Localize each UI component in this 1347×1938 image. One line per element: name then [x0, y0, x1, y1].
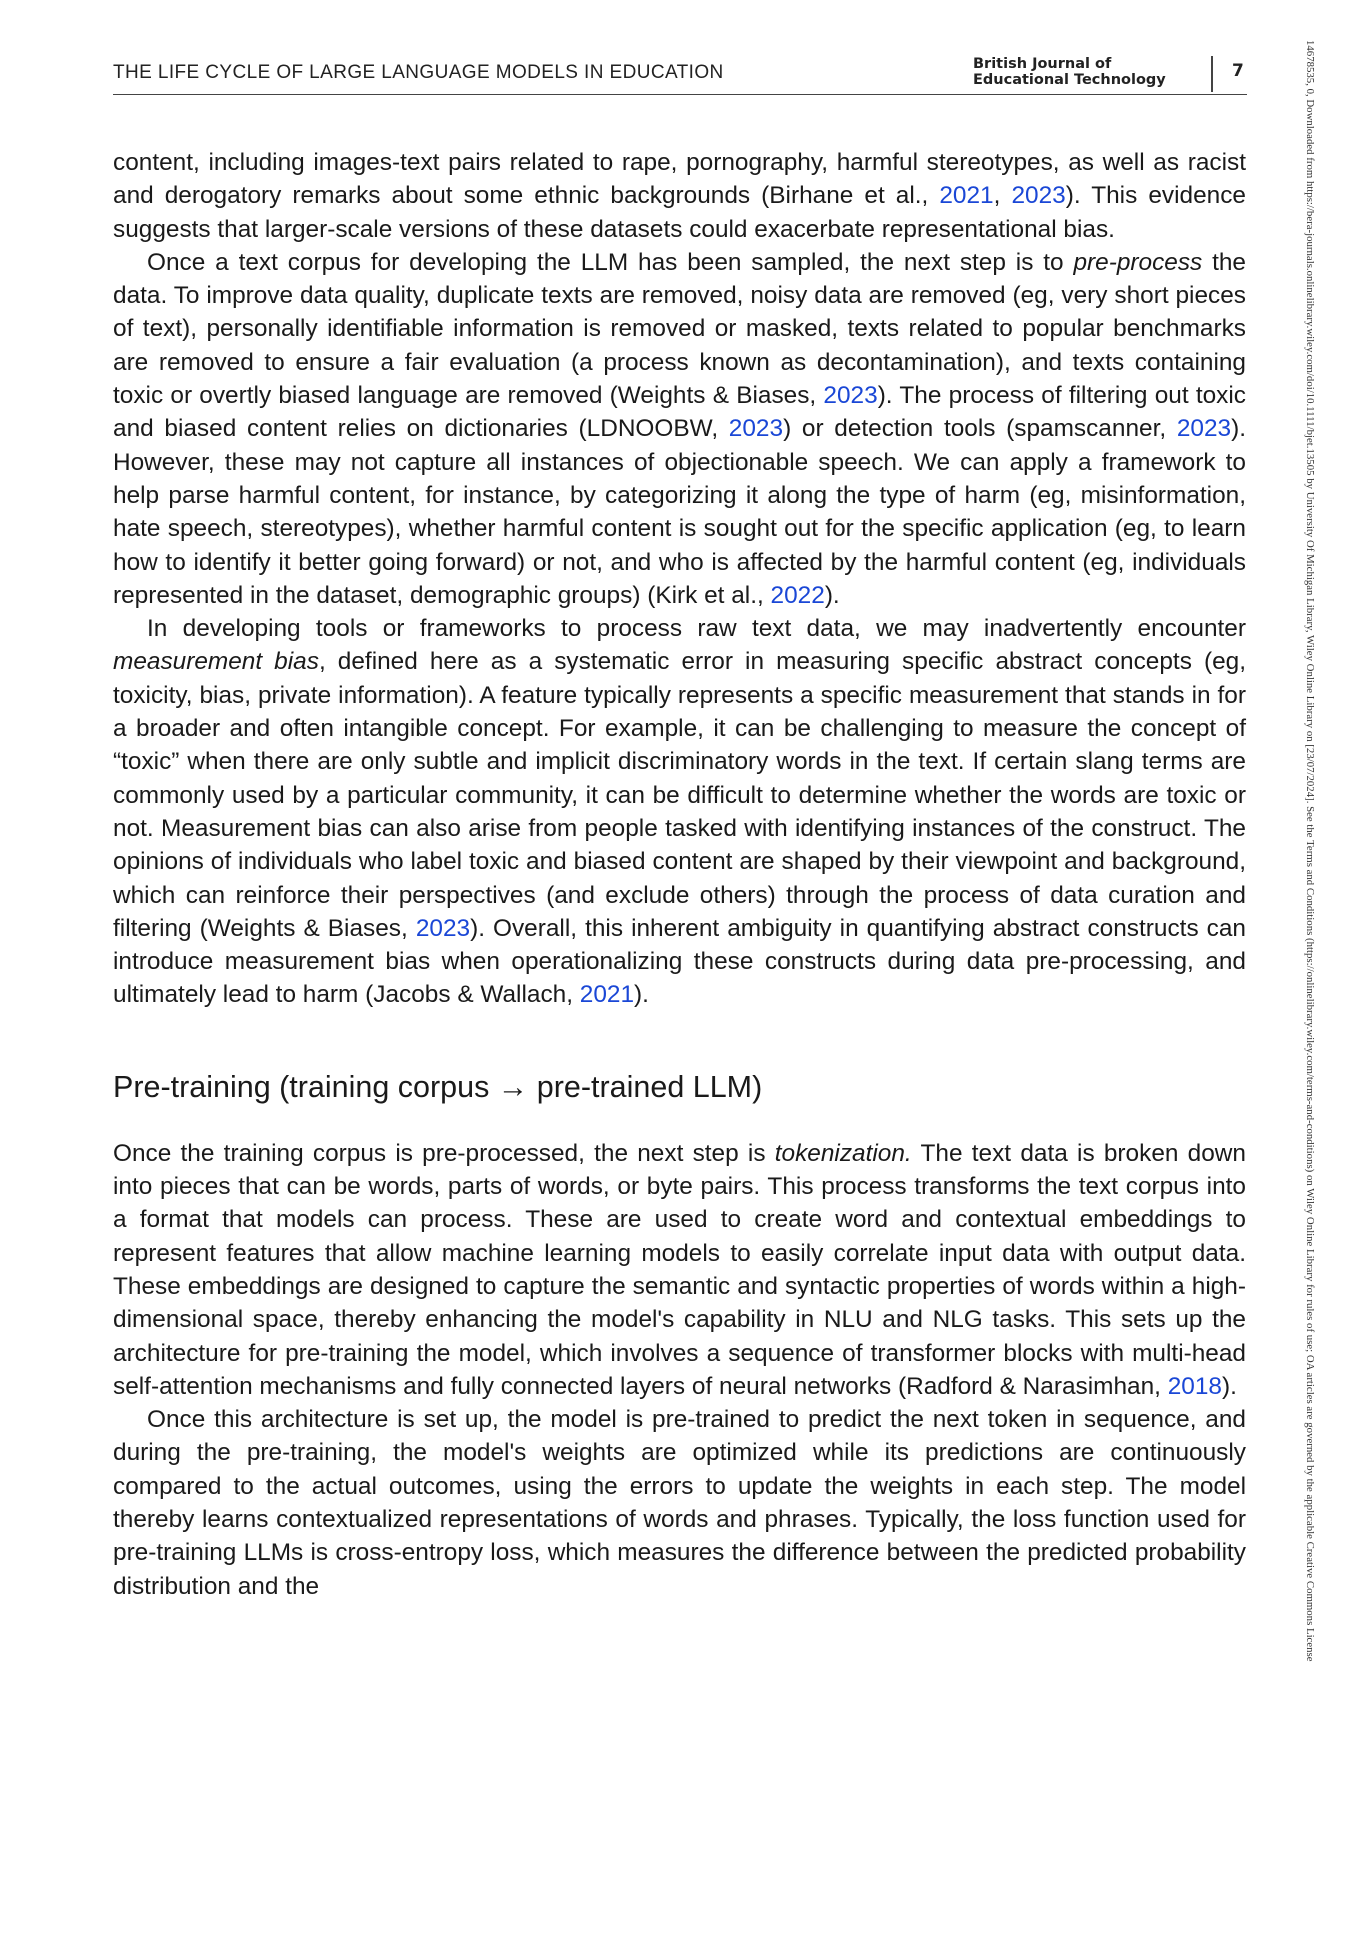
- journal-name-line-1: British Journal of: [973, 56, 1112, 72]
- paragraph-2: [113, 246, 1246, 612]
- page-number: 7: [1232, 61, 1244, 81]
- citation-link[interactable]: 2021: [939, 182, 994, 210]
- emphasis: measurement bias: [113, 648, 319, 676]
- text-run: ) or detection tools (spamscanner,: [783, 415, 1177, 443]
- running-title: THE LIFE CYCLE OF LARGE LANGUAGE MODELS IN EDUCATION: [113, 62, 724, 83]
- text-run: , defined here as a systematic error in measuring specific abstract concepts (eg, toxicity, bias, private information). A feature typically represents a specific measurement that stands in for a broader and often intangible concept. For example, it can be challenging to measure the concept of “toxic” when there are only subtle and implicit discriminatory words in the text. If certain slang terms are commonly used by a particular community, it can be difficult to determine whether the words are toxic or not. Measurement bias can also arise from people tasked with identifying instances of the construct. The opinions of individuals who label toxic and biased content are shaped by their viewpoint and background, which can reinforce their perspectives (and exclude others) through the process of data curation and filtering (Weights & Biases,: [113, 648, 1246, 942]
- text-run: Once the training corpus is pre-processed, the next step is: [113, 1139, 775, 1167]
- emphasis: tokenization.: [774, 1139, 912, 1167]
- text-run: ).: [634, 981, 649, 1009]
- text-run: The text data is broken down into pieces that can be words, parts of words, or byte pairs. This process transforms the text corpus into a format that models can process. These are used to create word and contextual embeddings to represent features that allow machine learning models to easily correlate input data with output data. These embeddings are designed to capture the semantic and syntactic properties of words within a high-dimensional space, thereby enhancing the model's capability in NLU and NLG tasks. This sets up the architecture for pre-training the model, which involves a sequence of transformer blocks with multi-head self-attention mechanisms and fully connected layers of neural networks (Radford & Narasimhan,: [113, 1139, 1246, 1400]
- section-heading: Pre-training (training corpus → pre-trained LLM): [113, 1069, 763, 1104]
- paragraph-5: [113, 1403, 1246, 1603]
- text-run: content, including images-text pairs related to rape, pornography, harmful stereotypes, as well as racist and derogatory remarks about some ethnic backgrounds (Birhane et al.,: [113, 149, 1246, 210]
- emphasis: pre-process: [1073, 248, 1203, 276]
- text-run: ). This evidence suggests that larger-scale versions of these datasets could exacerbate representational bias.: [113, 182, 1246, 243]
- citation-link[interactable]: 2023: [1011, 182, 1066, 210]
- text-run: ). Overall, this inherent ambiguity in quantifying abstract constructs can introduce measurement bias when operationalizing these constructs during data pre-processing, and ultimately lead to harm (Jacobs & Wallach,: [113, 914, 1246, 1009]
- text-run: ,: [993, 182, 1012, 210]
- paragraph-3: [113, 612, 1246, 1012]
- citation-link[interactable]: 2023: [1176, 415, 1232, 443]
- download-notice: 14678535, 0, Downloaded from https://bera-journals.onlinelibrary.wiley.com/doi/10.1111/bjet.13505 by University Of Michigan Library, Wiley Online Library on [23/07/2024]. See the Terms and Conditions (https://onlinelibrary.wiley.com/terms-and-conditions) on Wiley Online Library for rules of use; OA articles are governed by the applicable Creative Commons License: [1304, 40, 1316, 1662]
- citation-link[interactable]: 2023: [823, 382, 878, 410]
- journal-name: [973, 56, 1166, 88]
- text-run: ).: [1222, 1372, 1237, 1400]
- citation-link[interactable]: 2022: [770, 581, 825, 609]
- text-run: In developing tools or frameworks to process raw text data, we may inadvertently encounter: [147, 615, 1246, 643]
- citation-link[interactable]: 2021: [579, 981, 635, 1009]
- paragraph-4: [113, 1137, 1246, 1403]
- citation-link[interactable]: 2018: [1167, 1372, 1222, 1400]
- journal-name-line-2: Educational Technology: [973, 72, 1166, 88]
- text-run: ). However, these may not capture all instances of objectionable speech. We can apply a framework to help parse harmful content, for instance, by categorizing it along the type of harm (eg, misinformation, hate speech, stereotypes), whether harmful content is sought out for the specific application (eg, to learn how to identify it better going forward) or not, and who is affected by the harmful content (eg, individuals represented in the dataset, demographic groups) (Kirk et al.,: [113, 415, 1246, 609]
- text-run: Once this architecture is set up, the model is pre-trained to predict the next token in sequence, and during the pre-training, the model's weights are optimized while its predictions are continuously compared to the actual outcomes, using the errors to update the weights in each step. The model thereby learns contextualized representations of words and phrases. Typically, the loss function used for pre-training LLMs is cross-entropy loss, which measures the difference between the predicted probability distribution and the: [113, 1406, 1246, 1600]
- header-divider: [1211, 56, 1213, 92]
- paragraph-1: [113, 146, 1246, 246]
- text-run: ).: [824, 581, 840, 609]
- text-run: ). The process of filtering out toxic and biased content relies on dictionaries (LDNOOBW,: [113, 382, 1246, 443]
- text-run: Once a text corpus for developing the LLM has been sampled, the next step is to: [147, 248, 1074, 276]
- article-body: [113, 146, 1246, 1603]
- text-run: the data. To improve data quality, duplicate texts are removed, noisy data are removed (eg, very short pieces of text), personally identifiable information is removed or masked, texts related to popular benchmarks are removed to ensure a fair evaluation (a process known as decontamination), and texts containing toxic or overtly biased language are removed (Weights & Biases,: [113, 248, 1246, 410]
- citation-link[interactable]: 2023: [415, 914, 471, 942]
- page-header: [113, 56, 1247, 95]
- citation-link[interactable]: 2023: [728, 415, 784, 443]
